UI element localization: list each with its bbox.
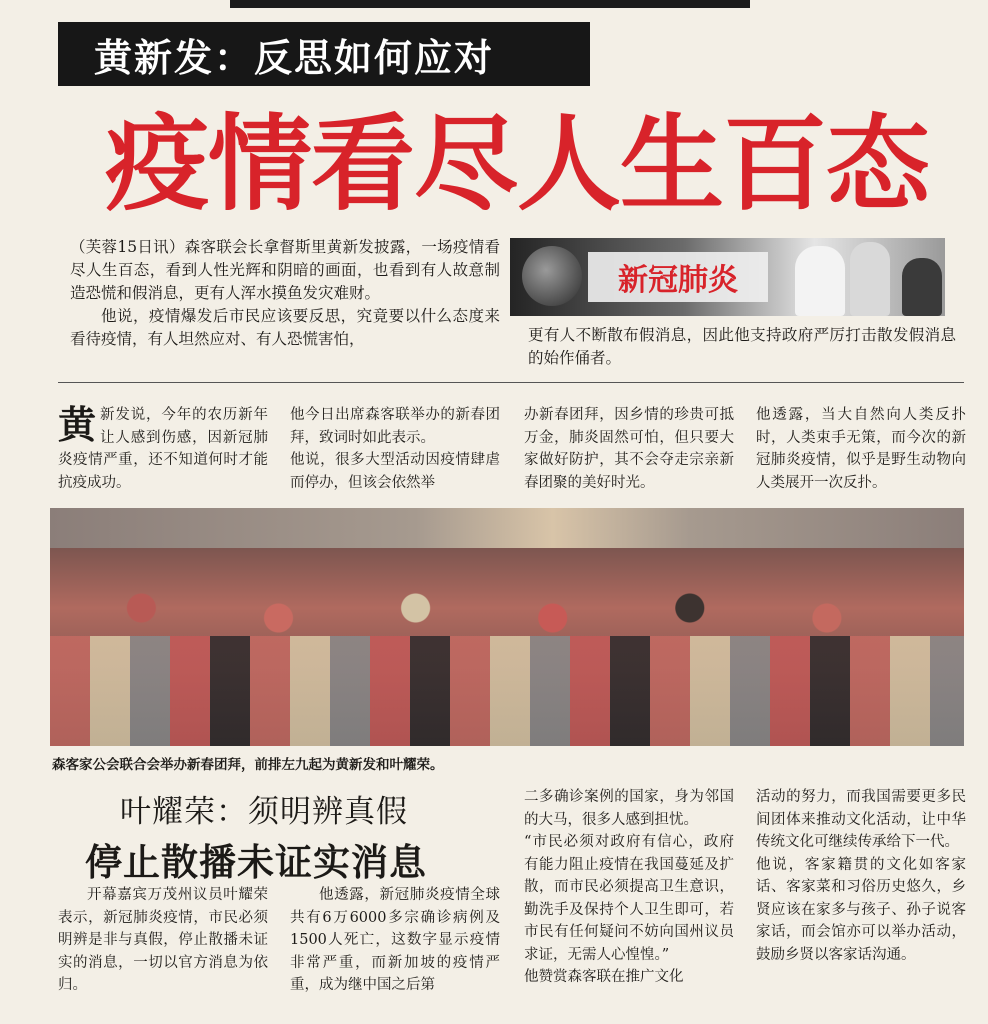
second-column-1: 开幕嘉宾万茂州议员叶耀荣表示，新冠肺炎疫情，市民必须明辨是非与真假，停止散播未证实的消息，一切以官方消息为依归。	[58, 887, 268, 993]
headline: 疫情看尽人生百态	[105, 103, 930, 225]
top-border-strip	[230, 0, 750, 8]
body-column-1	[58, 404, 268, 494]
drop-cap: 黄	[58, 402, 97, 447]
virus-graphic	[522, 246, 582, 306]
body-column-3: 办新春团拜，因乡情的珍贵可抵万金，肺炎固然可怕，但只要大家做好防护，其不会夺走宗亲新春团聚的美好时光。	[524, 407, 734, 491]
lead-paragraph	[70, 236, 500, 351]
medic-figure	[850, 242, 890, 316]
masked-person-figure	[902, 258, 942, 316]
second-column-4: 活动的努力，而我国需要更多民间团体来推动文化活动，让中华传统文化可继续传承给下一代。 他说，客家籍贯的文化如客家话、客家菜和习俗历史悠久，乡贤应该在家多与孩子、孙子说客家话，而会馆亦可以举办活动，鼓励乡贤以客家话沟通。	[756, 789, 966, 963]
lead-continued: 更有人不断散布假消息，因此他支持政府严厉打击散发假消息的始作俑者。	[528, 326, 956, 367]
section-divider	[58, 382, 964, 383]
body-column-2: 他今日出席森客联举办的新春团拜，致词时如此表示。 他说，很多大型活动因疫情肆虐而停办，但该会依然举	[290, 407, 500, 491]
second-story-kicker: 叶耀荣：须明辨真假	[120, 794, 408, 830]
medic-figure	[795, 246, 845, 316]
body-column-4: 他透露，当大自然向人类反扑时，人类束手无策，而今次的新冠肺炎疫情，似乎是野生动物向人类展开一次反扑。	[756, 407, 966, 491]
lead-para2-start: 他说，疫情爆发后市民应该要反思，究竟要以什么态度来看待疫情，有人坦然应对、有人恐慌害怕，	[70, 307, 500, 348]
second-column-2: 他透露，新冠肺炎疫情全球共有6万6000多宗确诊病例及1500人死亡，这数字显示疫情非常严重，而新加坡的疫情严重，成为继中国之后第	[290, 887, 500, 993]
body-column-1-text: 新发说，今年的农历新年让人感到伤感，因新冠肺炎疫情严重，还不知道何时才能抗疫成功。	[58, 407, 268, 491]
second-story-title: 停止散播未证实消息	[85, 841, 427, 884]
lead-intro-text: （芙蓉15日讯）森客联会长拿督斯里黄新发披露，一场疫情看尽人生百态，看到人性光辉和阴暗的画面，也看到有人故意制造恐慌和假消息，更有人浑水摸鱼发灾难财。	[70, 238, 500, 302]
photo-caption: 森客家公会联合会举办新春团拜，前排左九起为黄新发和叶耀荣。	[52, 757, 444, 773]
photo-front-row	[50, 636, 964, 746]
covid-banner-image	[510, 238, 945, 316]
banner-label: 新冠肺炎	[588, 252, 768, 302]
second-column-3: 二多确诊案例的国家，身为邻国的大马，很多人感到担忧。 “市民必须对政府有信心，政府有能力阻止疫情在我国蔓延及扩散，而市民必须提高卫生意识，勤洗手及保持个人卫生即可，若市民有任何疑问不妨向国州议员求证，无需人心惶惶。” 他赞赏森客联在推广文化	[524, 789, 734, 985]
group-photo	[50, 508, 964, 746]
story-kicker: 黄新发：反思如何应对	[58, 22, 590, 86]
